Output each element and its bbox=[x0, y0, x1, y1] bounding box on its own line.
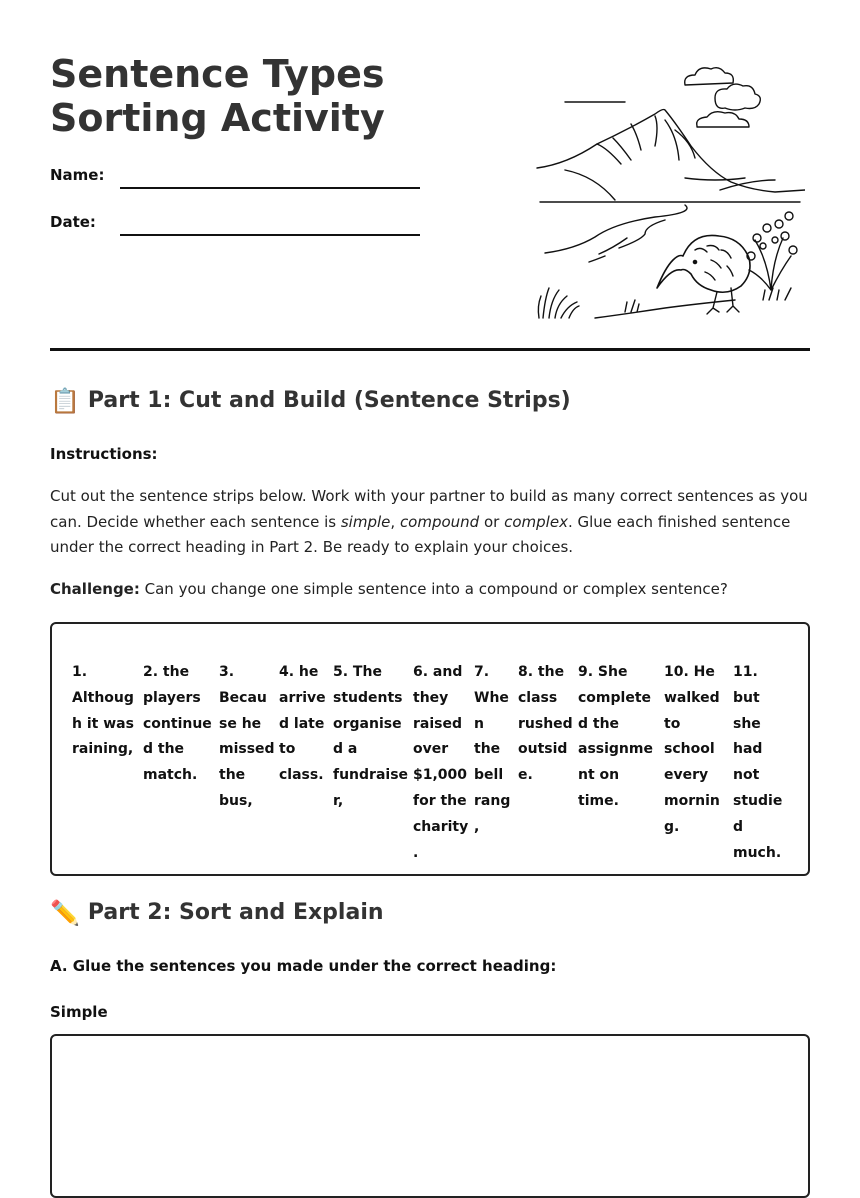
simple-heading: Simple bbox=[50, 1003, 108, 1021]
mountain-kiwi-illustration-icon bbox=[535, 60, 805, 328]
part2-heading bbox=[50, 900, 384, 925]
sentence-strip-6[interactable]: 6. and they raised over $1,000 for the charity. bbox=[413, 664, 469, 861]
sentence-strips-row bbox=[72, 660, 792, 866]
type-complex: complex bbox=[504, 512, 568, 531]
sentence-strip-2[interactable]: 2. the players continued the match. bbox=[143, 664, 212, 784]
name-field-line[interactable] bbox=[120, 187, 420, 189]
worksheet-page bbox=[50, 0, 810, 1021]
instructions-text: Cut out the sentence strips below. Work with your partner to build as many correct sentences as you can. Decide whether each sentence is simple, compound or complex. Glue each finished sentence under the correct heading in Part 2. Be ready to explain your choices. bbox=[50, 487, 808, 556]
sentence-strip-1[interactable]: 1. Although it was raining, bbox=[72, 664, 134, 758]
date-label: Date: bbox=[50, 213, 96, 231]
worksheet-header bbox=[50, 0, 810, 352]
page-title: Sentence Types Sorting Activity bbox=[50, 52, 385, 140]
challenge-text: Challenge: Can you change one simple sentence into a compound or complex sentence? bbox=[50, 580, 728, 598]
sentence-strip-3[interactable]: 3. Because he missed the bus, bbox=[219, 664, 275, 809]
sentence-strip-4[interactable]: 4. he arrived late to class. bbox=[279, 664, 326, 784]
type-compound: compound bbox=[399, 512, 480, 531]
pencil-icon: ✏️ bbox=[50, 898, 80, 927]
simple-glue-box[interactable] bbox=[50, 1034, 810, 1198]
part1-heading-text: Part 1: Cut and Build (Sentence Strips) bbox=[87, 388, 571, 413]
sentence-strip-10[interactable]: 10. He walked to school every morning. bbox=[664, 664, 720, 835]
part2-subheading: A. Glue the sentences you made under the correct heading: bbox=[50, 957, 557, 975]
part1-heading bbox=[50, 388, 571, 413]
clipboard-icon: 📋 bbox=[50, 386, 80, 415]
header-divider bbox=[50, 348, 810, 351]
instructions-label: Instructions: bbox=[50, 445, 158, 463]
date-field-line[interactable] bbox=[120, 234, 420, 236]
name-label: Name: bbox=[50, 166, 105, 184]
challenge-label: Challenge: bbox=[50, 580, 140, 598]
sentence-strip-7[interactable]: 7. When the bell rang, bbox=[474, 664, 511, 835]
type-simple: simple bbox=[340, 512, 391, 531]
sentence-strip-5[interactable]: 5. The students organised a fundraiser, bbox=[333, 664, 409, 809]
sentence-strip-9[interactable]: 9. She completed the assignment on time. bbox=[578, 664, 653, 809]
sentence-strip-8[interactable]: 8. the class rushed outside. bbox=[518, 664, 573, 784]
sentence-strip-11[interactable]: 11. but she had not studied much. bbox=[733, 664, 783, 861]
sentence-strips-box bbox=[50, 622, 810, 876]
part2-heading-text: Part 2: Sort and Explain bbox=[87, 900, 384, 925]
